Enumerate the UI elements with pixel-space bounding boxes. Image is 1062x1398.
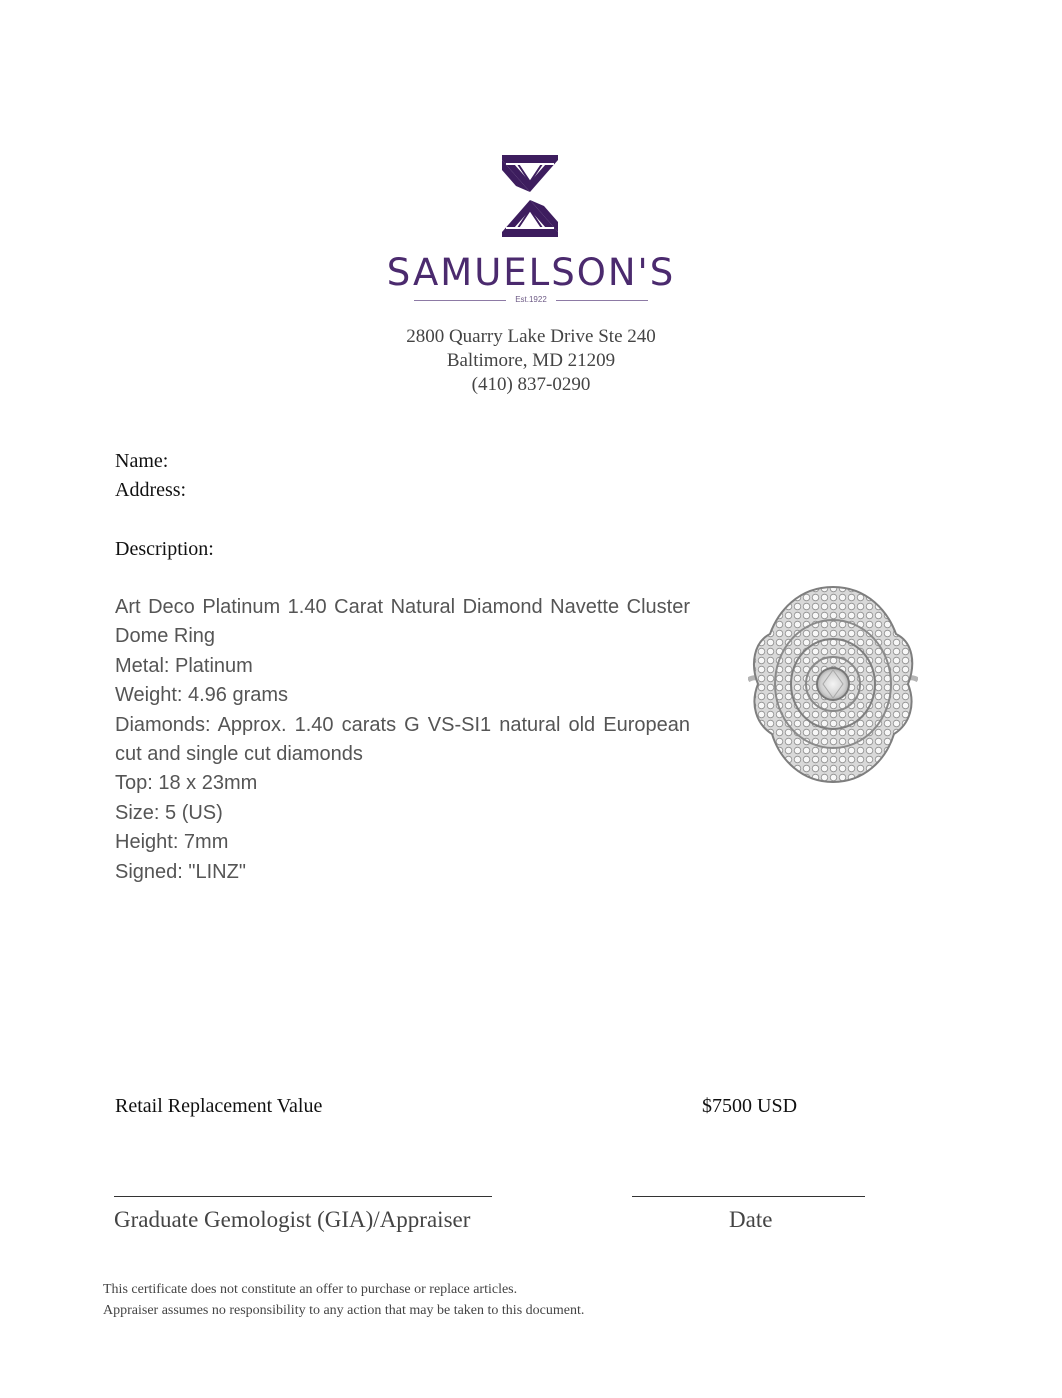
- description-top: Top: 18 x 23mm: [115, 772, 258, 795]
- brand-name: SAMUELSON'S: [386, 251, 676, 294]
- description-signed: Signed: "LINZ": [115, 860, 246, 883]
- disclaimer: [103, 1279, 584, 1321]
- established-row: [414, 294, 648, 306]
- description-size: Size: 5 (US): [115, 801, 223, 824]
- description-diamonds: Diamonds: Approx. 1.40 carats G VS-SI1 natural old European cut and single cut diamonds: [115, 713, 690, 766]
- description-label: Description:: [115, 538, 214, 560]
- ring-photo: [748, 584, 918, 786]
- diamond-s-logo-icon: [496, 152, 564, 240]
- name-label: Name:: [115, 450, 169, 472]
- store-address: [331, 325, 731, 397]
- address-line-1: 2800 Quarry Lake Drive Ste 240: [406, 326, 656, 347]
- address-label: Address:: [115, 479, 187, 501]
- established-text: Est.1922: [515, 295, 547, 304]
- disclaimer-line-1: This certificate does not constitute an offer to purchase or replace articles.: [103, 1282, 518, 1297]
- description-title: Art Deco Platinum 1.40 Carat Natural Diamond Navette Cluster Dome Ring: [115, 596, 690, 648]
- description-height: Height: 7mm: [115, 831, 229, 854]
- valuation-label: Retail Replacement Value: [115, 1095, 323, 1117]
- divider: [414, 300, 506, 301]
- phone-number: (410) 837-0290: [471, 374, 591, 395]
- description-metal: Metal: Platinum: [115, 654, 253, 677]
- description-weight: Weight: 4.96 grams: [115, 684, 289, 707]
- appraiser-signature-line: [114, 1196, 492, 1197]
- item-description: [115, 593, 690, 887]
- appraiser-label: Graduate Gemologist (GIA)/Appraiser: [114, 1207, 471, 1232]
- date-signature-line: [632, 1196, 865, 1197]
- valuation-amount: $7500 USD: [702, 1095, 798, 1117]
- date-label: Date: [729, 1207, 773, 1232]
- address-line-2: Baltimore, MD 21209: [446, 350, 616, 371]
- divider: [556, 300, 648, 301]
- disclaimer-line-2: Appraiser assumes no responsibility to any action that may be taken to this document.: [103, 1303, 585, 1318]
